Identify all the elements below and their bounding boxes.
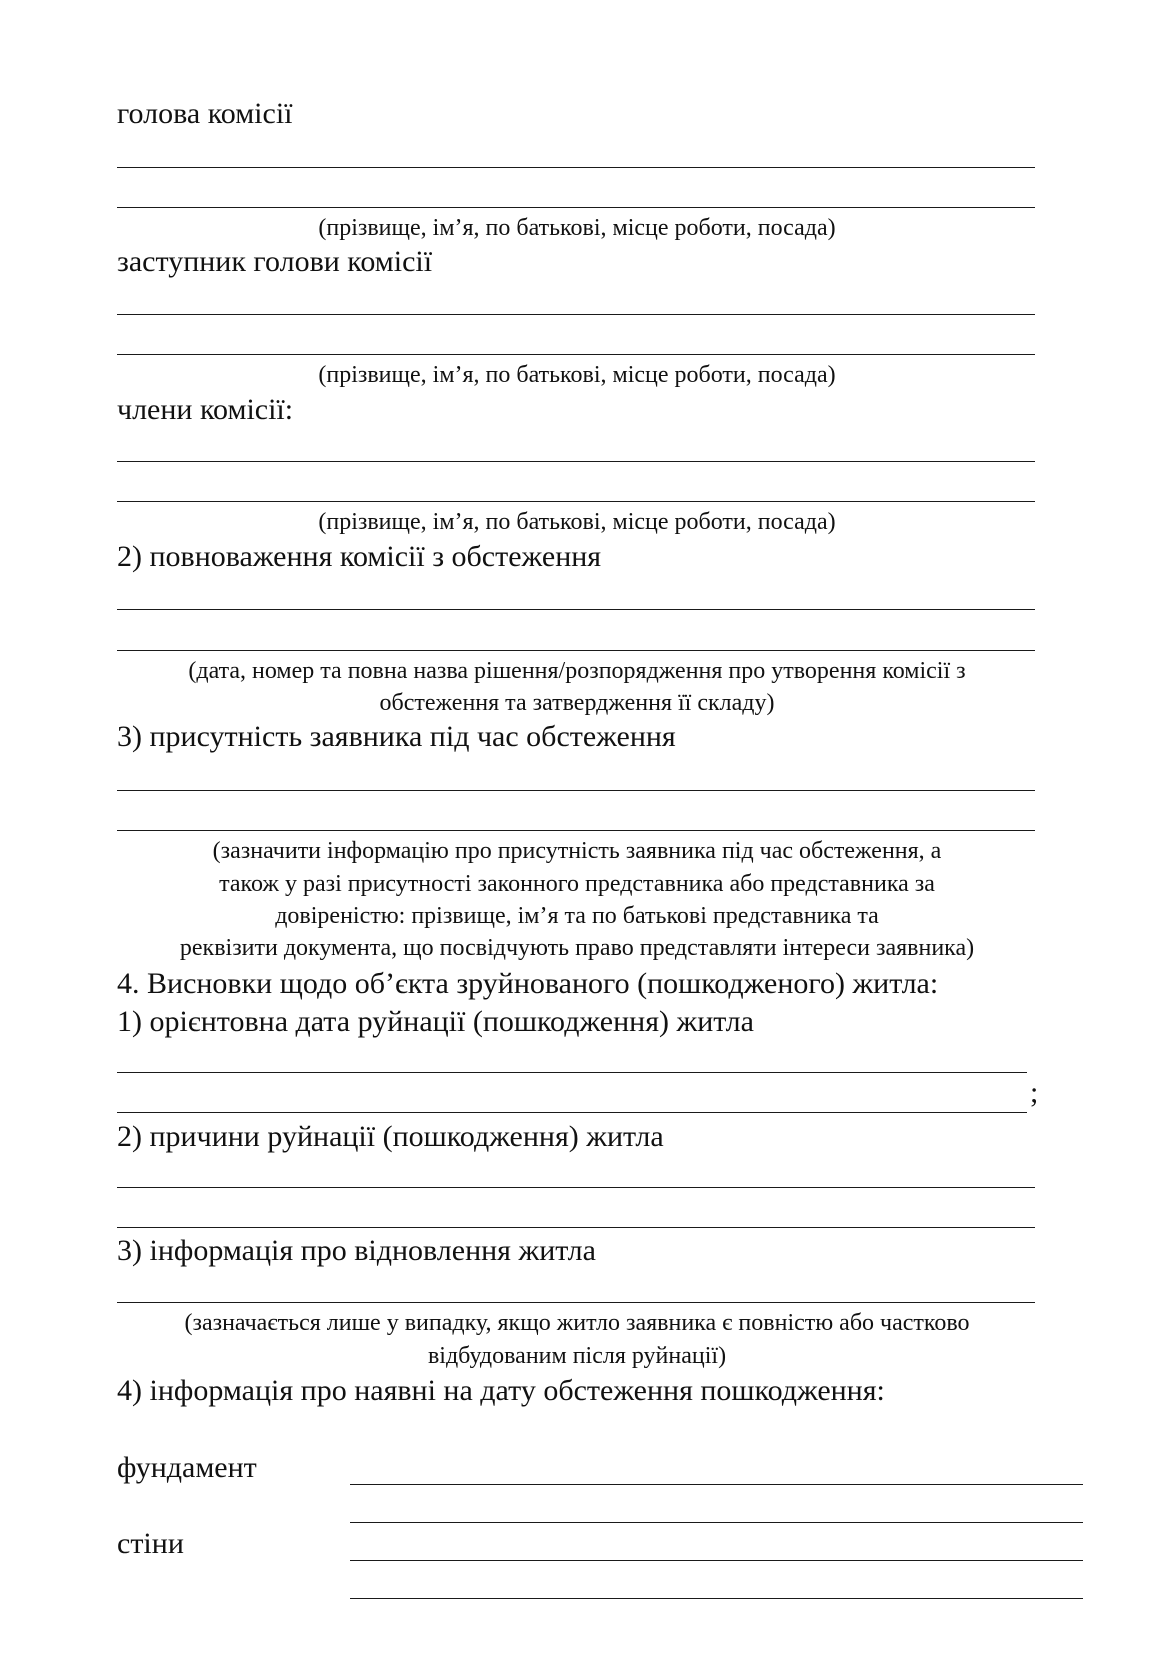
- chair-line-1[interactable]: [117, 167, 1035, 168]
- date-semicolon: ;: [1030, 1076, 1039, 1109]
- authority-caption-line-2: обстеження та затвердження її складу): [379, 690, 775, 716]
- members-line-2[interactable]: [117, 501, 1035, 502]
- members-label: члени комісії:: [117, 393, 294, 426]
- presence-line-1[interactable]: [117, 790, 1035, 791]
- deputy-line-1[interactable]: [117, 314, 1035, 315]
- chair-line-2[interactable]: [117, 207, 1035, 208]
- date-line-1[interactable]: [117, 1072, 1027, 1073]
- causes-line-2[interactable]: [117, 1227, 1035, 1228]
- presence-caption-line-1: (зазначити інформацію про присутність заявника під час обстеження, а: [212, 838, 942, 864]
- restoration-label: 3) інформація про відновлення житла: [117, 1234, 596, 1267]
- date-label: 1) орієнтовна дата руйнації (пошкодження) житла: [117, 1005, 754, 1038]
- deputy-label: заступник голови комісії: [117, 245, 433, 278]
- presence-caption-line-2: також у разі присутності законного представника або представника за: [219, 871, 935, 897]
- restoration-caption-line-1: (зазначається лише у випадку, якщо житло заявника є повністю або частково: [184, 1310, 970, 1336]
- conclusions-label: 4. Висновки щодо об’єкта зруйнованого (пошкодженого) житла:: [117, 967, 939, 1000]
- walls-line-1[interactable]: [350, 1560, 1083, 1561]
- deputy-caption: (прізвище, ім’я, по батькові, місце роботи, посада): [318, 362, 836, 388]
- damage-label: 4) інформація про наявні на дату обстеження пошкодження:: [117, 1374, 885, 1407]
- restoration-caption-line-2: відбудованим після руйнації): [427, 1343, 727, 1369]
- authority-line-2[interactable]: [117, 650, 1035, 651]
- authority-caption-line-1: (дата, номер та повна назва рішення/розпорядження про утворення комісії з: [188, 658, 966, 684]
- foundation-line-2[interactable]: [350, 1522, 1083, 1523]
- foundation-label: фундамент: [117, 1451, 257, 1484]
- foundation-line-1[interactable]: [350, 1484, 1083, 1485]
- chair-label: голова комісії: [117, 97, 293, 130]
- presence-line-2[interactable]: [117, 830, 1035, 831]
- restoration-line-1[interactable]: [117, 1302, 1035, 1303]
- walls-line-2[interactable]: [350, 1598, 1083, 1599]
- chair-caption: (прізвище, ім’я, по батькові, місце роботи, посада): [318, 215, 836, 241]
- authority-label: 2) повноваження комісії з обстеження: [117, 540, 602, 573]
- presence-label: 3) присутність заявника під час обстеження: [117, 720, 676, 753]
- causes-line-1[interactable]: [117, 1187, 1035, 1188]
- walls-label: стіни: [117, 1527, 184, 1560]
- authority-line-1[interactable]: [117, 609, 1035, 610]
- deputy-line-2[interactable]: [117, 354, 1035, 355]
- date-line-2[interactable]: [117, 1112, 1027, 1113]
- members-caption: (прізвище, ім’я, по батькові, місце роботи, посада): [318, 509, 836, 535]
- members-line-1[interactable]: [117, 461, 1035, 462]
- presence-caption-line-3: довіреністю: прізвище, ім’я та по батькові представника та: [275, 903, 879, 929]
- causes-label: 2) причини руйнації (пошкодження) житла: [117, 1120, 664, 1153]
- presence-caption-line-4: реквізити документа, що посвідчують право представляти інтереси заявника): [179, 935, 975, 961]
